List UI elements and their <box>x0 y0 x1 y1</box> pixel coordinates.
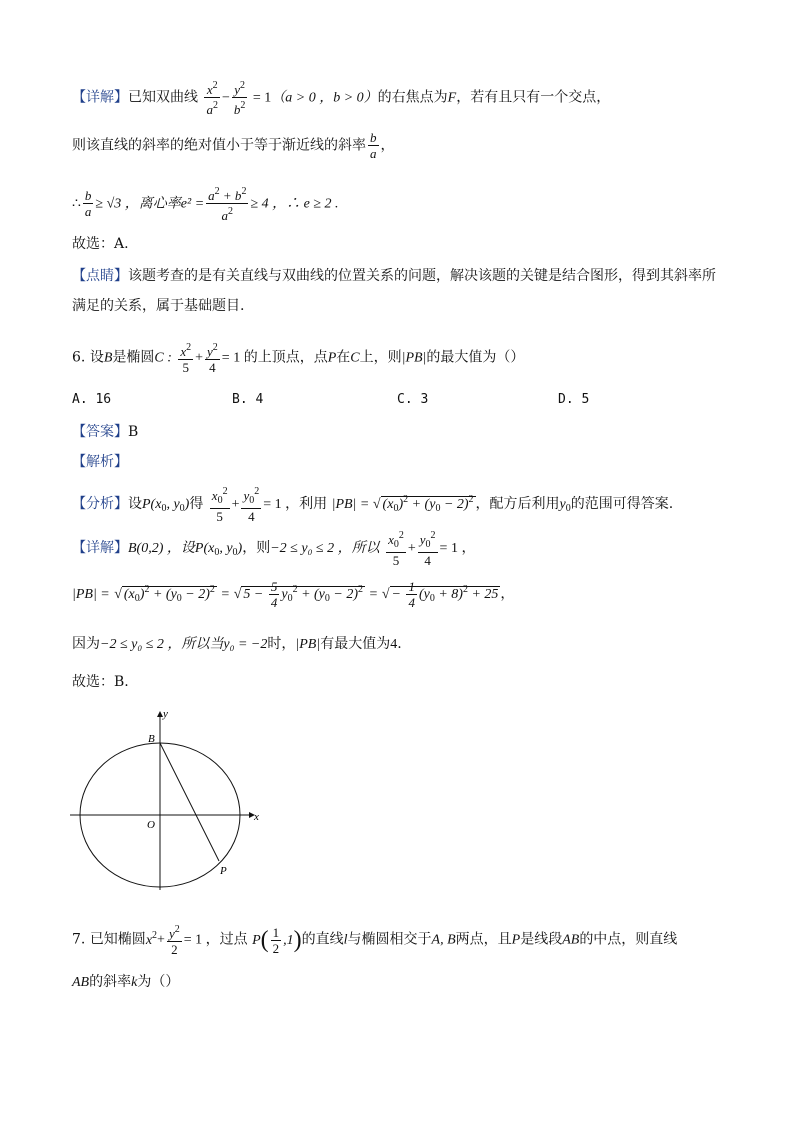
conclusion-line: 因为−2 ≤ y₀ ≤ 2 ，所以当y₀ = −2时，|PB|有最大值为4. <box>72 636 402 652</box>
fraction-y2-b2: $\frac{y^2}{b^2}$ <box>233 80 246 117</box>
option-d: D. 5 <box>558 392 590 407</box>
segment-pb <box>160 743 219 861</box>
detail-b-line: 【详解】B(0,2) ，设$P(x_0$, $y_0$)，则−2 ≤ y₀ ≤ 2 ，所以 $\frac{x_0^2}{5}$ + $\frac{y_0^2}{4}$ = 1 ， <box>72 530 476 568</box>
label-p: P <box>220 865 227 877</box>
detail-line-1: 【详解】已知双曲线 $\frac{x^2}{a^2}$ − $\frac{y^2}{b^2}$ = 1（a > 0 ，b > 0）的右焦点为F，若有且只有一个交点， <box>72 80 611 117</box>
question-7-line-2: AB的斜率k为（） <box>72 974 180 990</box>
answer-line: 【答案】B <box>72 424 139 440</box>
fraction-x2-a2: $\frac{x^2}{a^2}$ <box>206 80 218 117</box>
label-x: x <box>254 811 259 823</box>
answer-select-b: 故选：B. <box>72 674 129 690</box>
option-a: A. 16 <box>72 392 112 407</box>
label-y: y <box>163 708 168 720</box>
analysis-tag: 【解析】 <box>72 454 128 470</box>
detail-line-2: 则该直线的斜率的绝对值小于等于渐近线的斜率 $\frac{b}{a}$ ， <box>72 130 395 161</box>
ellipse-figure <box>66 706 276 892</box>
question-6-options <box>72 392 632 414</box>
option-c: C. 3 <box>397 392 429 407</box>
question-7-line-1: 7. 已知椭圆$x^2+$ $\frac{y^2}{2}$ = 1 ，过点 P( $\frac{1}{2}$ ,1)的直线l与椭圆相交于A, B两点，且P是线段AB的中点，则直线 <box>72 924 678 957</box>
detail-line-3: ∴ $\frac{b}{a}$ ≥ √3 ，离心率e² = $\frac{a^2 + b^2}{a^2}$ ≥ 4 ，∴ e ≥ 2 . <box>72 186 339 223</box>
answer-select-a: 故选：A. <box>72 236 129 252</box>
detail-tag: 【详解】 <box>72 89 128 106</box>
fraction-b-a: $\frac{b}{a}$ <box>370 130 377 161</box>
label-b: B <box>148 733 155 745</box>
comment-line-2: 满足的关系，属于基础题目. <box>72 298 245 314</box>
fraction-a2b2-a2: $\frac{a^2 + b^2}{a^2}$ <box>208 186 247 223</box>
label-o: O <box>147 819 155 831</box>
analysis-line: 【分析】设$P(x_0$, $y_0$)得 $\frac{x_0^2}{5}$ + $\frac{y_0^2}{4}$ = 1 ，利用 |PB| = √ $(x_0)^2 + (y_0 - 2)^2$ ，配方后利用$y_0$的范围可得答案. <box>72 486 674 524</box>
distance-equation: |PB| = √ $(x_0)^2 + (y_0 - 2)^2$ = √ 5 − $\frac{5}{4}$ $y_0^2 + (y_0 - 2)^2$ = √ − $\frac{1}{4}$ $(y_0 + 8)^2 + 25$ ， <box>72 579 515 611</box>
option-b: B. 4 <box>232 392 264 407</box>
comment-line-1: 【点睛】该题考查的是有关直线与双曲线的位置关系的问题，解决该题的关键是结合图形，得到其斜率所 <box>72 268 716 284</box>
question-6: 6. 设B是椭圆C : $\frac{x^2}{5}$ + $\frac{y^2}{4}$ = 1 的上顶点，点P在C上，则|PB|的最大值为（） <box>72 342 525 375</box>
